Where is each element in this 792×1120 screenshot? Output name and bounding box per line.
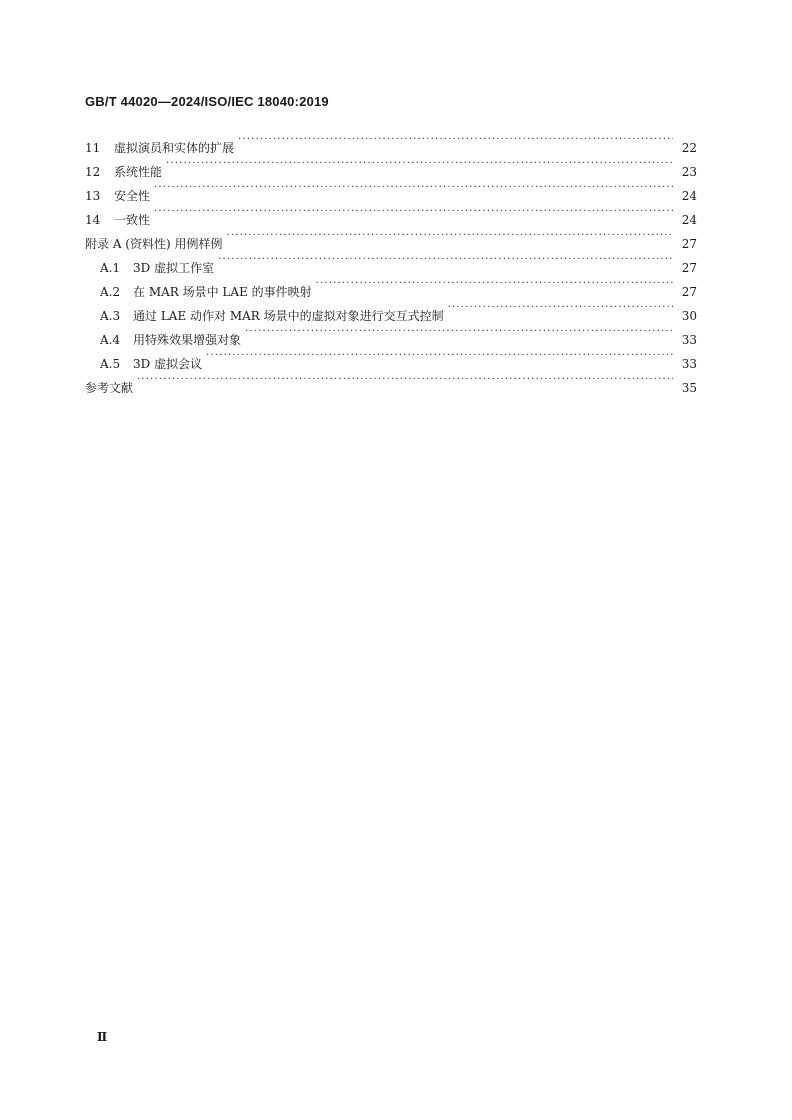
- toc-entry-bibliography[interactable]: [85, 368, 697, 395]
- toc-entry-number: A.3: [100, 309, 121, 323]
- toc-entry-number: 14: [85, 213, 101, 227]
- toc-entry-page: 33: [681, 357, 697, 371]
- toc-entry-title: 用特殊效果增强对象: [133, 333, 242, 347]
- toc-entry-title: 一致性: [114, 213, 151, 227]
- toc-leader-dots: [154, 176, 673, 200]
- toc-leader-dots: [206, 344, 673, 368]
- toc-entry-annex-a[interactable]: [85, 224, 697, 251]
- toc-entry-title: 系统性能: [114, 165, 163, 179]
- document-header: GB/T 44020—2024/ISO/IEC 18040:2019: [85, 94, 329, 109]
- toc-leader-dots: [238, 128, 673, 152]
- toc-entry-title: 通过 LAE 动作对 MAR 场景中的虚拟对象进行交互式控制: [133, 309, 444, 323]
- toc-entry-12[interactable]: [85, 152, 697, 179]
- toc-leader-dots: [226, 224, 673, 248]
- toc-entry-page: 27: [681, 237, 697, 251]
- toc-leader-dots: [316, 272, 673, 296]
- toc-entry-title: 3D 虚拟会议: [133, 357, 203, 371]
- toc-entry-13[interactable]: [85, 176, 697, 203]
- toc-entry-page: 24: [681, 189, 697, 203]
- toc-entry-number: A.4: [100, 333, 121, 347]
- toc-entry-page: 24: [681, 213, 697, 227]
- toc-leader-dots: [137, 368, 673, 392]
- table-of-contents: [85, 128, 697, 395]
- toc-entry-number: 11: [85, 141, 101, 155]
- toc-entry-page: 23: [681, 165, 697, 179]
- toc-entry-page: 27: [681, 285, 697, 299]
- toc-entry-page: 35: [681, 381, 697, 395]
- toc-leader-dots: [448, 296, 673, 320]
- toc-entry-page: 27: [681, 261, 697, 275]
- toc-entry-number: A.5: [100, 357, 121, 371]
- toc-leader-dots: [154, 200, 673, 224]
- toc-leader-dots: [166, 152, 673, 176]
- toc-entry-title: 参考文献: [85, 381, 134, 395]
- toc-entry-title: 虚拟演员和实体的扩展: [114, 141, 235, 155]
- toc-entry-number: A.2: [100, 285, 121, 299]
- toc-entry-title: 在 MAR 场景中 LAE 的事件映射: [133, 285, 312, 299]
- toc-entry-11[interactable]: [85, 128, 697, 155]
- toc-entry-number: 12: [85, 165, 101, 179]
- toc-entry-number: 13: [85, 189, 101, 203]
- toc-entry-14[interactable]: [85, 200, 697, 227]
- toc-entry-page: 22: [681, 141, 697, 155]
- toc-leader-dots: [218, 248, 673, 272]
- toc-entry-page: 33: [681, 333, 697, 347]
- toc-entry-title: 附录 A (资料性) 用例样例: [85, 237, 223, 251]
- page-number: Ⅱ: [97, 1030, 108, 1044]
- toc-entry-page: 30: [681, 309, 697, 323]
- toc-entry-title: 3D 虚拟工作室: [133, 261, 215, 275]
- toc-entry-title: 安全性: [114, 189, 151, 203]
- toc-entry-number: A.1: [100, 261, 121, 275]
- toc-leader-dots: [245, 320, 673, 344]
